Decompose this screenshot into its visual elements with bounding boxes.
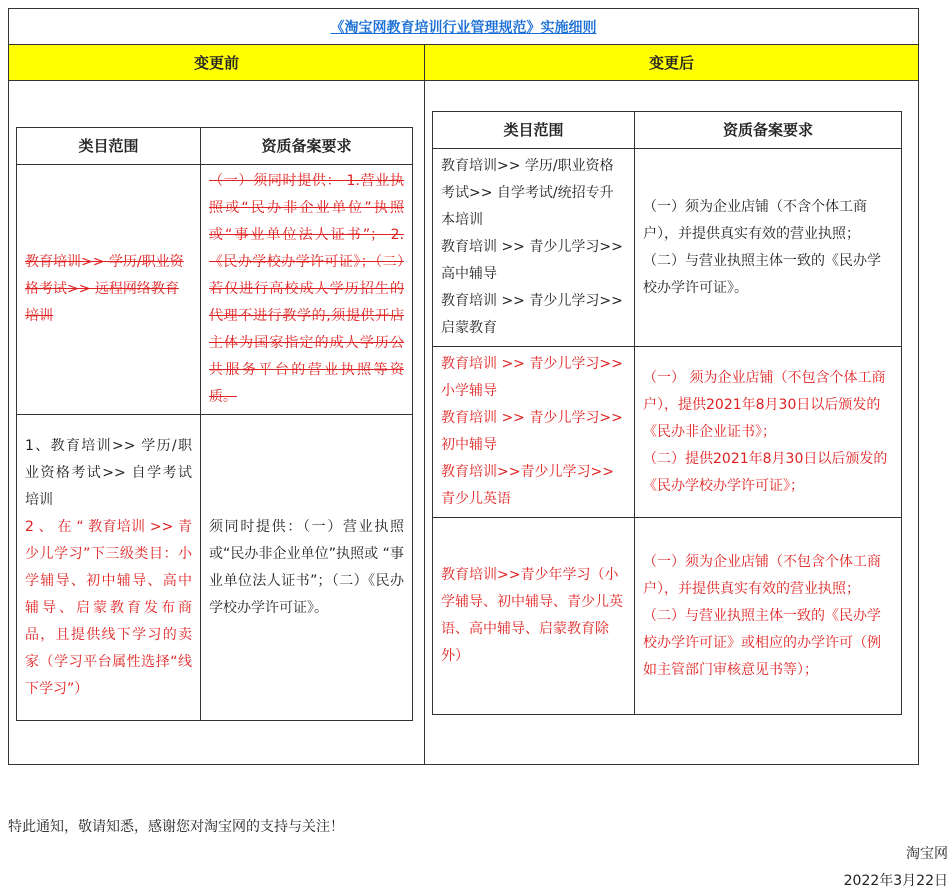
after-row1-requirement [635, 149, 902, 347]
before-row2-requirement: 须同时提供：（一）营业执照或“民办非企业单位”执照或 “事业单位法人证书”；（二）《民办学校办学许可证》。 [201, 415, 413, 721]
after-row3-requirement-1: （一）须为企业店铺（不包含个体工商户），并提供真实有效的营业执照； [643, 553, 881, 597]
title-bar [8, 8, 919, 45]
after-row3-requirement-2: （二）与营业执照主体一致的《民办学校办学许可证》或相应的办学许可（例如主管部门审核意见书等）； [643, 607, 881, 678]
before-row1-requirement: （一）须同时提供： 1.营业执照或“民办非企业单位”执照或“事业单位法人证书”； 2.《民办学校办学许可证》；（二）若仅进行高校成人学历招生的代理不进行教学的,须提供开店主体为国家指定的成人学历公共服务平台的营业执照等资质。 [201, 165, 413, 415]
after-table [432, 111, 902, 715]
after-row1-category-1: 教育培训>> 学历/职业资格考试>> 自学考试/统招专升本培训 [441, 158, 614, 228]
before-row2-category [17, 415, 201, 721]
after-row3-category: 教育培训>>青少年学习（小学辅导、初中辅导、青少儿英语、高中辅导、启蒙教育除外） [433, 518, 635, 715]
after-row2-requirement-1: （一） 须为企业店铺（不包含个体工商户），提供2021年8月30日以后颁发的《民办非企业证书》； [643, 369, 886, 440]
before-header: 变更前 [8, 44, 425, 81]
closing-note: 特此通知，敬请知悉，感谢您对淘宝网的支持与关注！ [8, 819, 344, 835]
after-row2-category-1: 教育培训 >> 青少儿学习>>小学辅导 [441, 356, 623, 399]
after-header: 变更后 [424, 44, 919, 81]
after-row2-category-3: 教育培训>>青少儿学习>>青少儿英语 [441, 464, 614, 507]
after-col-category: 类目范围 [433, 112, 635, 149]
after-row1-category-3: 教育培训 >> 青少儿学习>>启蒙教育 [441, 293, 623, 336]
after-row1-requirement-1: （一）须为企业店铺（不含个体工商户），并提供真实有效的营业执照； [643, 198, 867, 242]
before-col-category: 类目范围 [17, 128, 201, 165]
column-divider [424, 80, 425, 765]
after-row2-category-2: 教育培训 >> 青少儿学习>>初中辅导 [441, 410, 623, 453]
after-row2-requirement-2: （二）提供2021年8月30日以后颁发的《民办学校办学许可证》； [643, 450, 888, 494]
after-row1-requirement-2: （二）与营业执照主体一致的《民办学校办学许可证》。 [643, 252, 881, 296]
after-row2-requirement [635, 347, 902, 518]
before-table [16, 127, 413, 721]
after-row2-category [433, 347, 635, 518]
date: 2022年3月22日 [843, 873, 948, 889]
before-row2-category-2: 2 、 在 “ 教育培训 >> 青少儿学习”下三级类目：小学辅导、初中辅导、高中辅导、启蒙教育发布商品，且提供线下学习的卖家（学习平台属性选择“线下学习”） [25, 518, 192, 697]
after-row3-requirement [635, 518, 902, 715]
before-row2-category-1: 1、教育培训>> 学历/职业资格考试>> 自学考试培训 [25, 437, 192, 508]
before-col-requirement: 资质备案要求 [201, 128, 413, 165]
after-col-requirement: 资质备案要求 [635, 112, 902, 149]
before-row1-category: 教育培训>> 学历/职业资格考试>> 远程网络教育培训 [17, 165, 201, 415]
after-row1-category-2: 教育培训 >> 青少儿学习>>高中辅导 [441, 239, 623, 282]
signature: 淘宝网 [906, 846, 948, 862]
document-title-link[interactable]: 《淘宝网教育培训行业管理规范》实施细则 [330, 19, 597, 36]
after-row1-category [433, 149, 635, 347]
